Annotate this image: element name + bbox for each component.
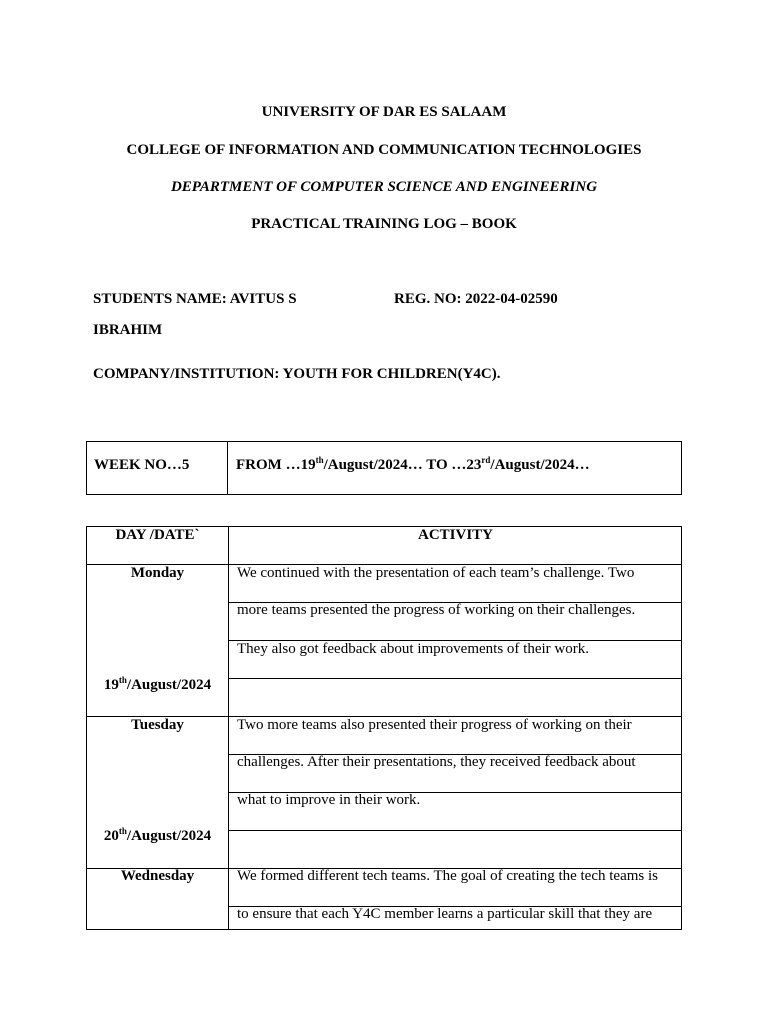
day-monday: Monday bbox=[130, 565, 185, 581]
date-monday: 19th/August/2024 bbox=[103, 675, 212, 693]
column-header-activity: ACTIVITY bbox=[417, 527, 493, 543]
day-wednesday: Wednesday bbox=[120, 868, 195, 884]
department-heading: DEPARTMENT OF COMPUTER SCIENCE AND ENGINEERING bbox=[170, 179, 598, 195]
activity-line: challenges. After their presentations, they received feedback about bbox=[237, 754, 636, 770]
activity-line: more teams presented the progress of working on their challenges. bbox=[237, 602, 636, 618]
student-name-line2: IBRAHIM bbox=[93, 322, 163, 338]
week-number-cell bbox=[87, 442, 228, 494]
university-heading: UNIVERSITY OF DAR ES SALAAM bbox=[261, 104, 507, 120]
activity-line: Two more teams also presented their progress of working on their bbox=[237, 717, 632, 733]
line-separator bbox=[228, 830, 681, 831]
college-heading: COLLEGE OF INFORMATION AND COMMUNICATION TECHNOLOGIES bbox=[126, 142, 642, 158]
line-separator bbox=[228, 678, 681, 679]
column-header-day-date: DAY /DATE` bbox=[115, 527, 200, 543]
week-table bbox=[86, 441, 682, 495]
student-name-line1: STUDENTS NAME: AVITUS S bbox=[93, 291, 297, 307]
company-institution: COMPANY/INSTITUTION: YOUTH FOR CHILDREN(Y4C). bbox=[93, 366, 501, 382]
activity-line: what to improve in their work. bbox=[237, 792, 421, 808]
day-tuesday: Tuesday bbox=[131, 717, 184, 733]
activity-line: They also got feedback about improvements of their work. bbox=[237, 641, 589, 657]
activity-line: to ensure that each Y4C member learns a particular skill that they are bbox=[237, 906, 653, 922]
date-tuesday: 20th/August/2024 bbox=[103, 826, 212, 844]
reg-number: REG. NO: 2022-04-02590 bbox=[394, 291, 558, 307]
week-number: WEEK NO…5 bbox=[94, 457, 190, 473]
logbook-title: PRACTICAL TRAINING LOG – BOOK bbox=[251, 216, 517, 232]
activity-line: We formed different tech teams. The goal of creating the tech teams is bbox=[237, 868, 658, 884]
week-date-range: FROM …19th/August/2024… TO …23rd/August/2024… bbox=[236, 455, 590, 473]
activity-table bbox=[86, 526, 682, 930]
activity-line: We continued with the presentation of each team’s challenge. Two bbox=[237, 565, 635, 581]
